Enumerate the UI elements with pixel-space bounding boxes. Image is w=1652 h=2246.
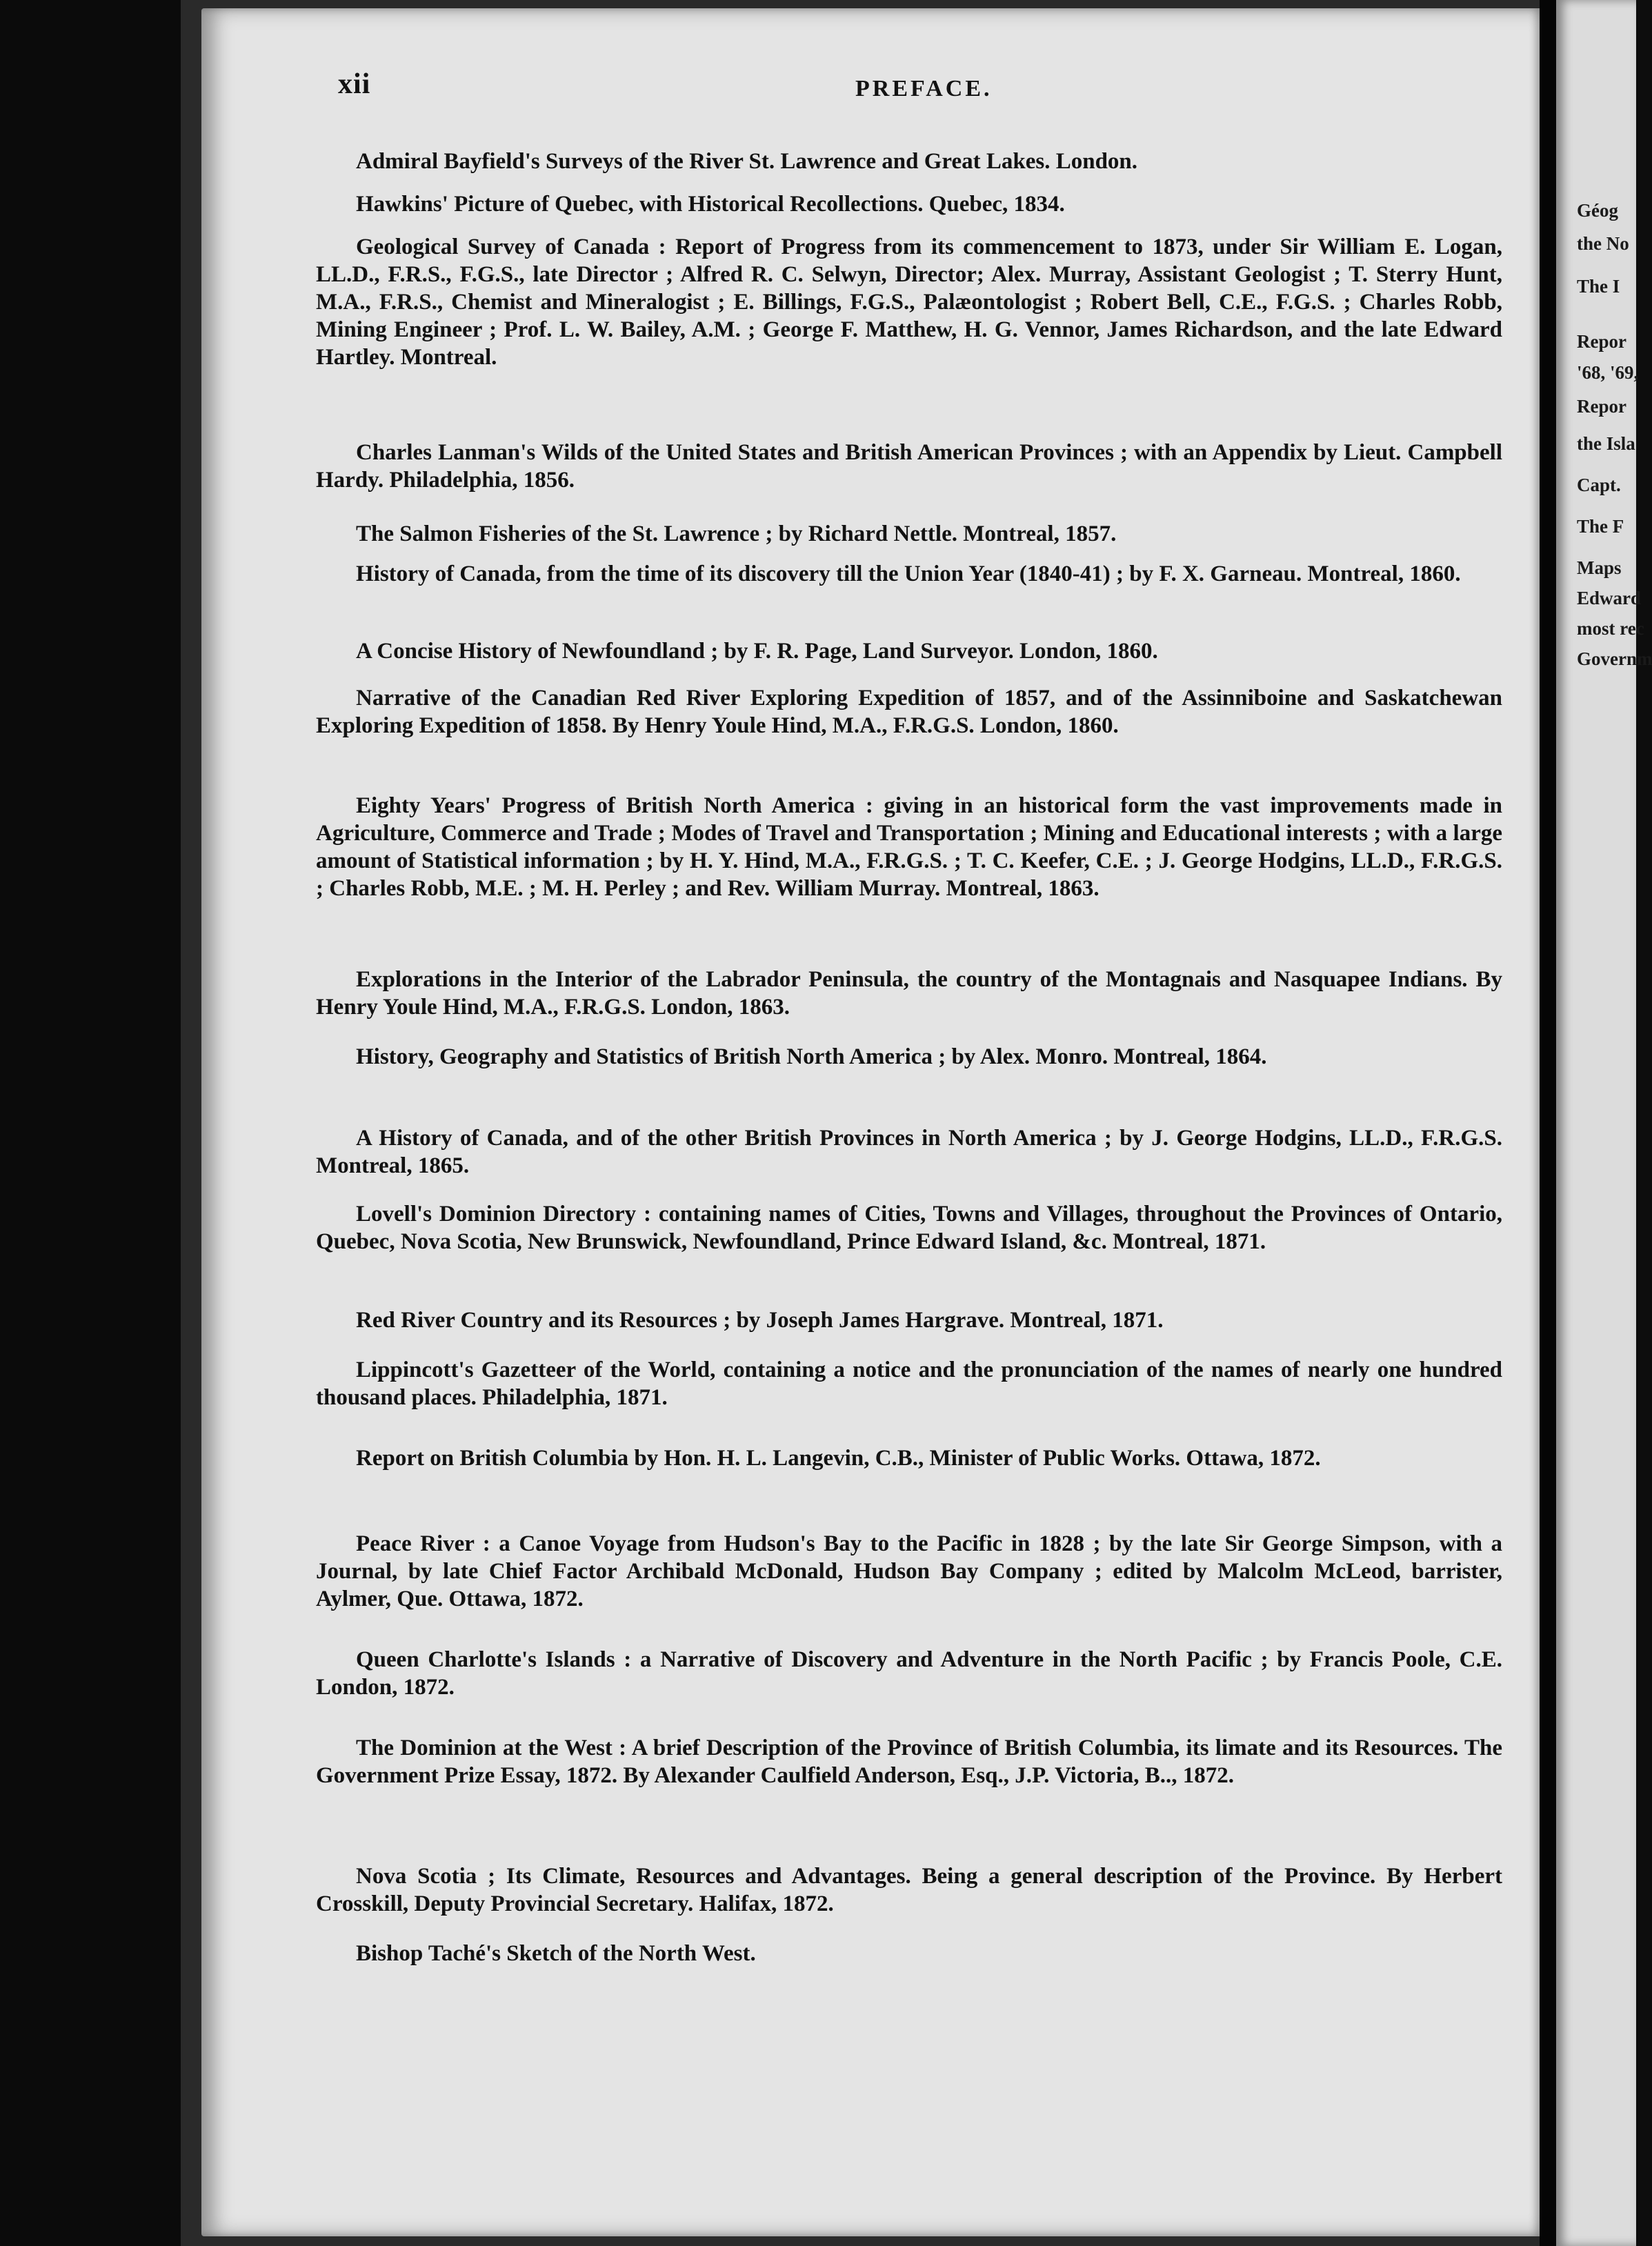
bibliography-entry — [316, 966, 1502, 1021]
bibliography-entry — [316, 148, 1502, 175]
bibliography-entry — [316, 1862, 1502, 1918]
entry-text: Lovell's Dominion Directory : containing names of Cities, Towns and Villages, throughout the Provinces of Ontario, Quebec, Nova Scotia, New Brunswick, Newfoundland, Prince Edward Island, &c. Montreal, 1871. — [316, 1202, 1502, 1254]
bibliography-entry — [316, 1734, 1502, 1789]
bibliography-entry — [316, 1124, 1502, 1180]
book-gutter — [1540, 0, 1556, 2246]
entry-text: Lippincott's Gazetteer of the World, containing a notice and the pronunciation of the names of nearly one hundred thousand places. Philadelphia, 1871. — [316, 1358, 1502, 1410]
bibliography-entry — [316, 1306, 1502, 1334]
facing-page-line: The F — [1577, 516, 1624, 537]
bibliography-entry — [316, 792, 1502, 902]
entry-text: Narrative of the Canadian Red River Exploring Expedition of 1857, and of the Assinniboine and Saskatchewan Exploring Expedition of 1858. By Henry Youle Hind, M.A., F.R.G.S. London, 1860. — [316, 686, 1502, 738]
entry-text: A Concise History of Newfoundland ; by F. R. Page, Land Surveyor. London, 1860. — [356, 639, 1158, 664]
bibliography-entry — [316, 520, 1502, 548]
bibliography-entry — [316, 1043, 1502, 1071]
entry-text: Hawkins' Picture of Quebec, with Historical Recollections. Quebec, 1834. — [356, 192, 1065, 217]
facing-page-line: the No — [1577, 233, 1629, 254]
facing-page-line: most rec — [1577, 618, 1644, 639]
bibliography-entry — [316, 1444, 1502, 1472]
entry-text: Report on British Columbia by Hon. H. L. Langevin, C.B., Minister of Public Works. Ottawa, 1872. — [356, 1446, 1321, 1471]
entry-text: Bishop Taché's Sketch of the North West. — [356, 1941, 756, 1966]
entry-text: Geological Survey of Canada : Report of Progress from its commencement to 1873, under Sir William E. Logan, LL.D., F.R.S., F.G.S., late Director ; Alfred R. C. Selwyn, Director; Alex. Murray, Assistant Geologist ; T. Sterry Hunt, M.A., F.R.S., Chemist and Mineralogist ; E. Billings, F.G.S., Palæontologist ; Robert Bell, C.E., F.G.S. ; Charles Robb, Mining Engineer ; Prof. L. W. Bailey, A.M. ; George F. Matthew, H. G. Vennor, James Richardson, and the late Edward Hartley. Montreal. — [316, 235, 1502, 370]
bibliography-entry — [316, 233, 1502, 371]
facing-page-fragment — [1556, 0, 1652, 2246]
facing-page-line: Governm — [1577, 648, 1652, 669]
facing-page-line: Edward — [1577, 588, 1642, 608]
facing-page-line: Maps — [1577, 557, 1622, 578]
bibliography-entry — [316, 439, 1502, 494]
facing-page-line: Repor — [1577, 331, 1626, 352]
bibliography-entry — [316, 560, 1502, 588]
entry-text: Charles Lanman's Wilds of the United States and British American Provinces ; with an Appendix by Lieut. Campbell Hardy. Philadelphia, 1856. — [316, 440, 1502, 493]
page-heading: PREFACE. — [855, 76, 993, 101]
entry-text: Nova Scotia ; Its Climate, Resources and Advantages. Being a general description of the Province. By Herbert Crosskill, Deputy Provincial Secretary. Halifax, 1872. — [316, 1864, 1502, 1916]
entry-text: Admiral Bayfield's Surveys of the River St. Lawrence and Great Lakes. London. — [356, 149, 1138, 174]
facing-page-line: Repor — [1577, 396, 1626, 417]
entry-text: Eighty Years' Progress of British North America : giving in an historical form the vast improvements made in Agriculture, Commerce and Trade ; Modes of Travel and Transportation ; Mining and Educational interests ; with a large amount of Statistical information ; by H. Y. Hind, M.A., F.R.G.S. ; T. C. Keefer, C.E. ; J. George Hodgins, LL.D., F.R.G.S. ; Charles Robb, M.E. ; M. H. Perley ; and Rev. William Murray. Montreal, 1863. — [316, 793, 1502, 901]
bibliography-entry — [316, 1646, 1502, 1701]
entry-text: History of Canada, from the time of its discovery till the Union Year (1840-41) ; by F. X. Garneau. Montreal, 1860. — [356, 562, 1461, 586]
facing-page-line: Géog — [1577, 200, 1618, 221]
page-number: xii — [338, 68, 371, 100]
bibliography-entry — [316, 637, 1502, 665]
entry-text: History, Geography and Statistics of British North America ; by Alex. Monro. Montreal, 1864. — [356, 1044, 1267, 1069]
entry-text: The Dominion at the West : A brief Description of the Province of British Columbia, its limate and its Resources. The Government Prize Essay, 1872. By Alexander Caulfield Anderson, Esq., J.P. Victoria, B.., 1872. — [316, 1736, 1502, 1788]
entry-text: The Salmon Fisheries of the St. Lawrence ; by Richard Nettle. Montreal, 1857. — [356, 521, 1117, 546]
facing-page-line: '68, '69, — [1577, 362, 1639, 383]
bibliography-entry — [316, 1356, 1502, 1411]
entry-text: Red River Country and its Resources ; by Joseph James Hargrave. Montreal, 1871. — [356, 1308, 1164, 1333]
entry-text: Queen Charlotte's Islands : a Narrative of Discovery and Adventure in the North Pacific ; by Francis Poole, C.E. London, 1872. — [316, 1647, 1502, 1700]
facing-page-line: The I — [1577, 276, 1620, 297]
entry-text: Explorations in the Interior of the Labrador Peninsula, the country of the Montagnais and Nasquapee Indians. By Henry Youle Hind, M.A., F.R.G.S. London, 1863. — [316, 967, 1502, 1020]
bibliography-entry — [316, 1940, 1502, 1967]
entry-text: Peace River : a Canoe Voyage from Hudson's Bay to the Pacific in 1828 ; by the late Sir George Simpson, with a Journal, by late Chief Factor Archibald McDonald, Hudson Bay Company ; edited by Malcolm McLeod, barrister, Aylmer, Que. Ottawa, 1872. — [316, 1531, 1502, 1611]
bibliography-entry — [316, 1200, 1502, 1255]
bibliography-entry — [316, 684, 1502, 739]
facing-page-line: the Isla — [1577, 433, 1635, 454]
bibliography-entry — [316, 1530, 1502, 1613]
facing-page-line: Capt. — [1577, 475, 1621, 495]
bibliography-entry — [316, 190, 1502, 218]
entry-text: A History of Canada, and of the other British Provinces in North America ; by J. George Hodgins, LL.D., F.R.G.S. Montreal, 1865. — [316, 1126, 1502, 1178]
